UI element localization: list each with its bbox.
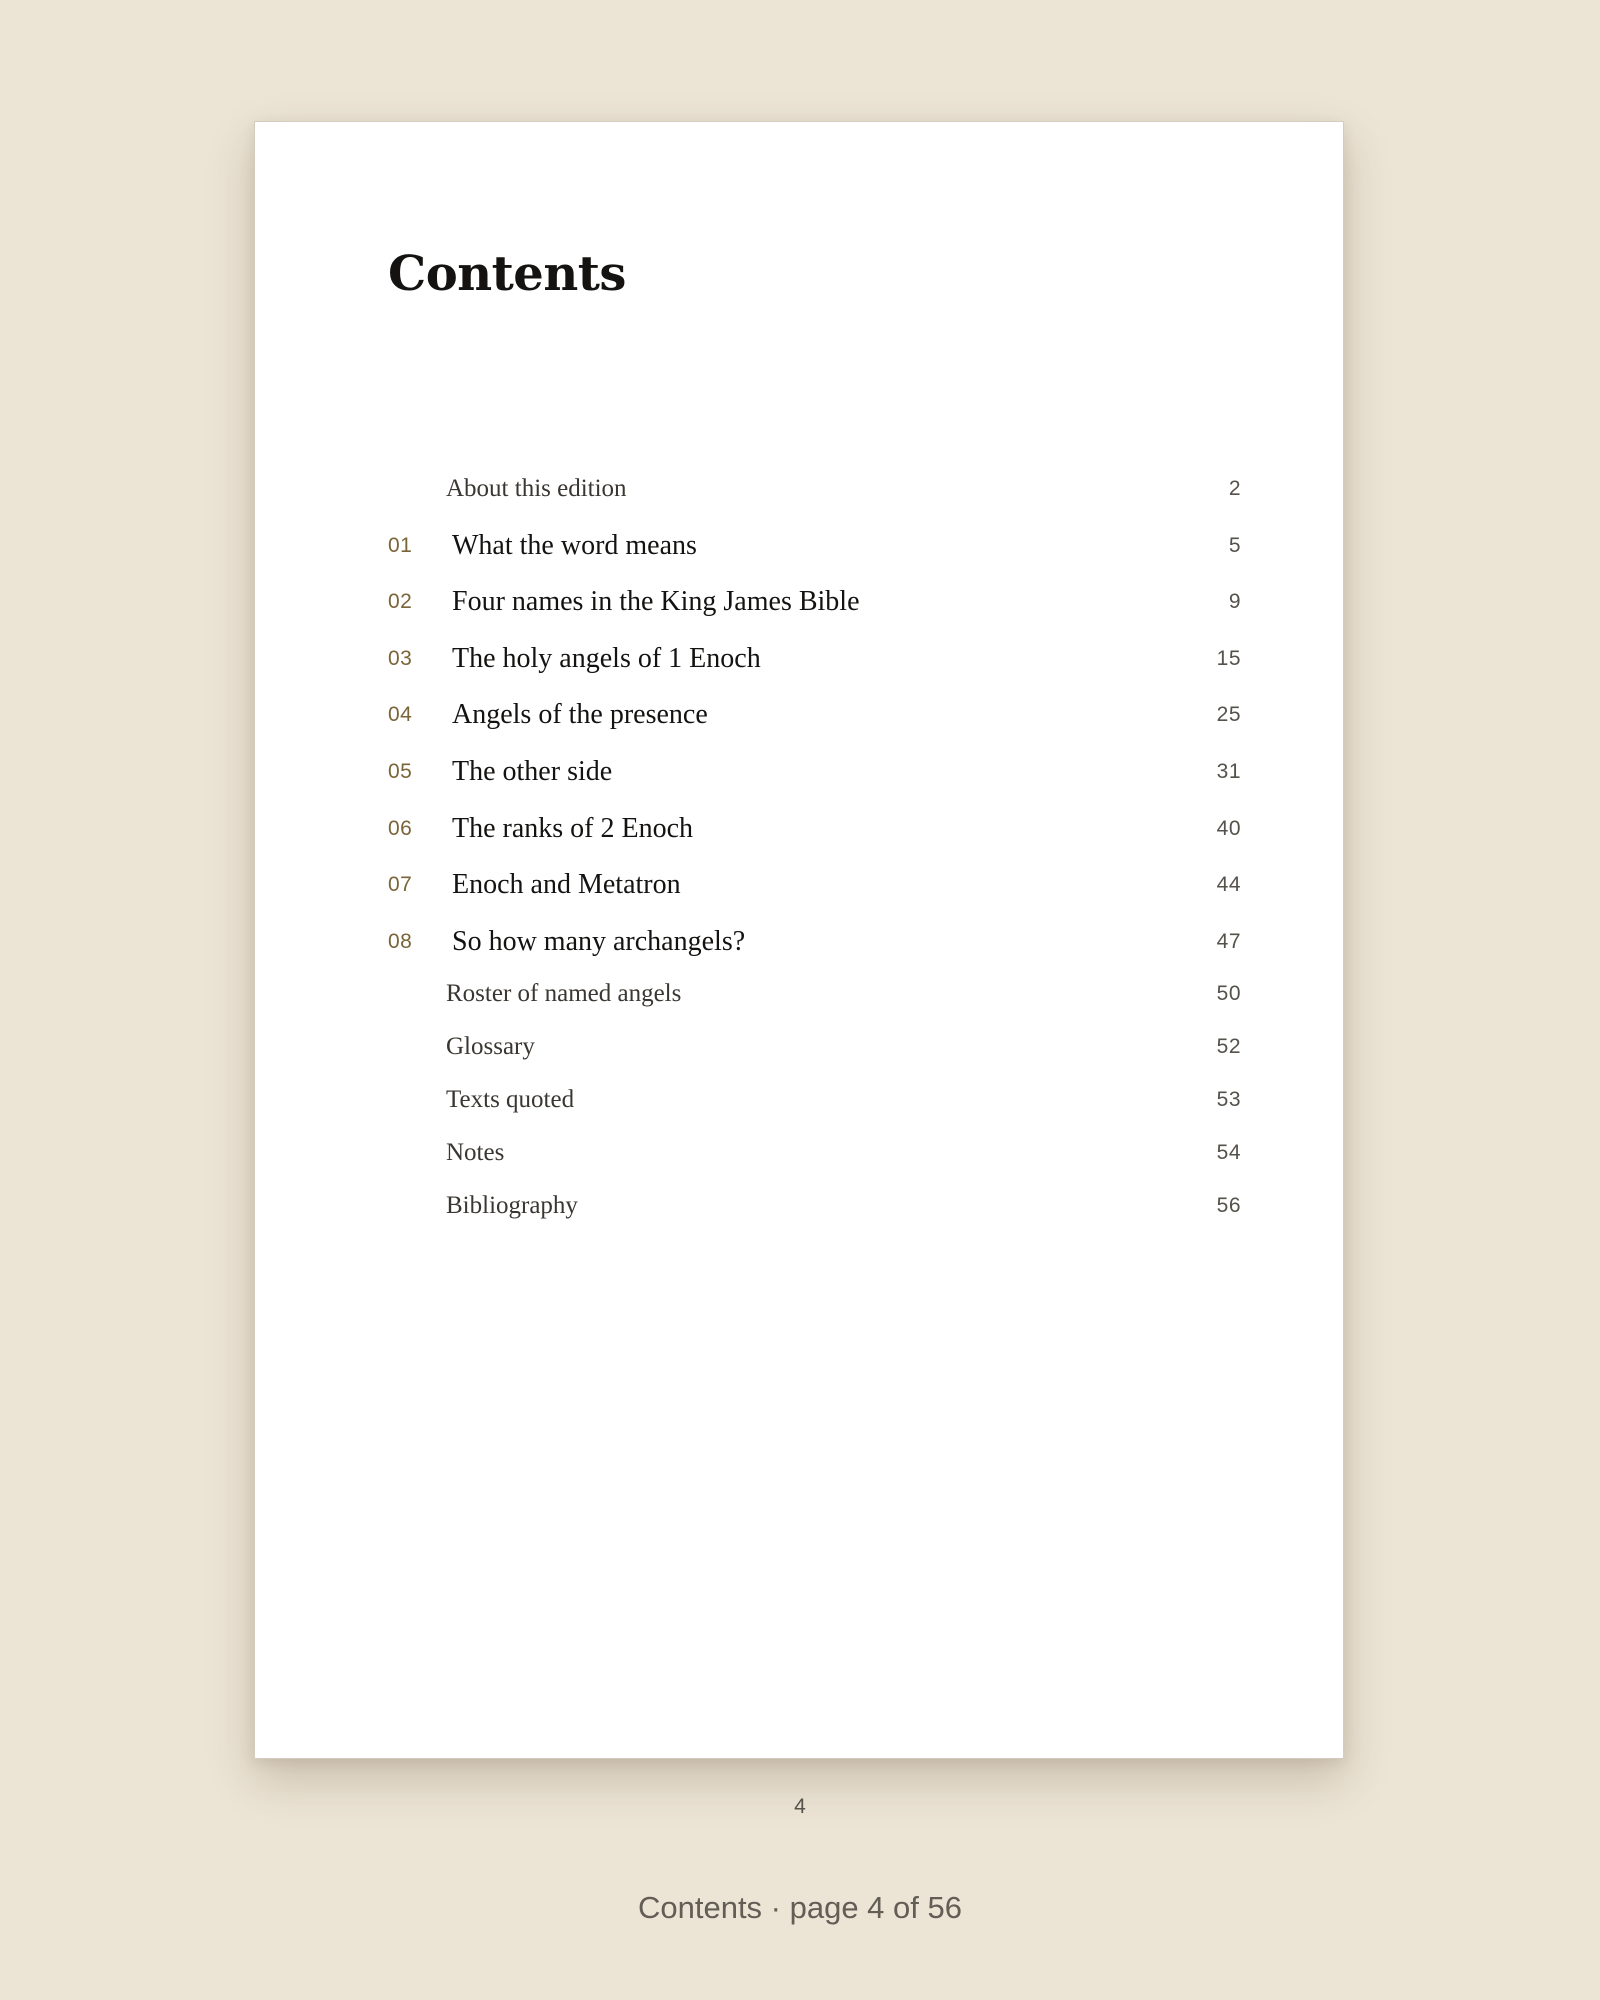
toc-entry-chapter-05[interactable]: [388, 752, 1241, 792]
toc-entry-title: The holy angels of 1 Enoch: [452, 643, 761, 674]
toc-entry-page-number: 54: [1216, 1141, 1241, 1164]
toc-entry-page-number: 25: [1216, 703, 1241, 726]
toc-entry-title: Notes: [446, 1139, 505, 1166]
toc-entry-page-number: 56: [1216, 1194, 1241, 1217]
chapter-number: 08: [388, 930, 413, 953]
toc-entry-page-number: 52: [1216, 1035, 1241, 1058]
page-folio: 4: [794, 1795, 806, 1818]
toc-entry-notes[interactable]: [388, 1133, 1241, 1173]
toc-entry-page-number: 44: [1216, 873, 1241, 896]
toc-entry-title: Enoch and Metatron: [452, 869, 681, 900]
chapter-number: 05: [388, 760, 413, 783]
toc-entry-title: Texts quoted: [446, 1086, 575, 1113]
toc-entry-chapter-07[interactable]: [388, 865, 1241, 905]
toc-entry-page-number: 5: [1228, 534, 1241, 557]
toc-entry-title: About this edition: [446, 475, 627, 502]
page-indicator: Contents · page 4 of 56: [637, 1890, 962, 1925]
chapter-number: 01: [388, 534, 413, 557]
toc-entry-chapter-01[interactable]: [388, 526, 1241, 566]
toc-entry-title: What the word means: [452, 530, 697, 561]
toc-entry-title: The other side: [452, 756, 613, 787]
toc-entry-page-number: 9: [1228, 590, 1241, 613]
toc-entry-title: Angels of the presence: [452, 699, 708, 730]
toc-entry-roster-of-named-angels[interactable]: [388, 974, 1241, 1014]
toc-entry-title: So how many archangels?: [452, 926, 746, 957]
toc-entry-chapter-08[interactable]: [388, 922, 1241, 962]
toc-entry-page-number: 2: [1228, 477, 1241, 500]
toc-entry-title: The ranks of 2 Enoch: [452, 813, 694, 844]
chapter-number: 02: [388, 590, 413, 613]
toc-entry-title: Four names in the King James Bible: [452, 586, 860, 617]
chapter-number: 03: [388, 647, 413, 670]
toc-entry-page-number: 50: [1216, 982, 1241, 1005]
toc-entry-about-this-edition[interactable]: [388, 469, 1241, 509]
toc-entry-chapter-04[interactable]: [388, 695, 1241, 735]
toc-entry-title: Roster of named angels: [446, 980, 682, 1007]
toc-entry-chapter-03[interactable]: [388, 639, 1241, 679]
toc-entry-title: Bibliography: [446, 1192, 578, 1219]
chapter-number: 06: [388, 817, 413, 840]
toc-entry-bibliography[interactable]: [388, 1186, 1241, 1226]
toc-entry-glossary[interactable]: [388, 1027, 1241, 1067]
toc-entry-chapter-02[interactable]: [388, 582, 1241, 622]
toc-entry-page-number: 31: [1216, 760, 1241, 783]
toc-entry-page-number: 47: [1216, 930, 1241, 953]
toc-entry-chapter-06[interactable]: [388, 809, 1241, 849]
chapter-number: 07: [388, 873, 413, 896]
toc-entry-title: Glossary: [446, 1033, 535, 1060]
toc-entry-page-number: 40: [1216, 817, 1241, 840]
contents-heading: Contents: [388, 246, 626, 302]
chapter-number: 04: [388, 703, 413, 726]
document-page: [254, 121, 1344, 1818]
toc-entry-page-number: 53: [1216, 1088, 1241, 1111]
toc-entry-page-number: 15: [1216, 647, 1241, 670]
toc-entry-texts-quoted[interactable]: [388, 1080, 1241, 1120]
